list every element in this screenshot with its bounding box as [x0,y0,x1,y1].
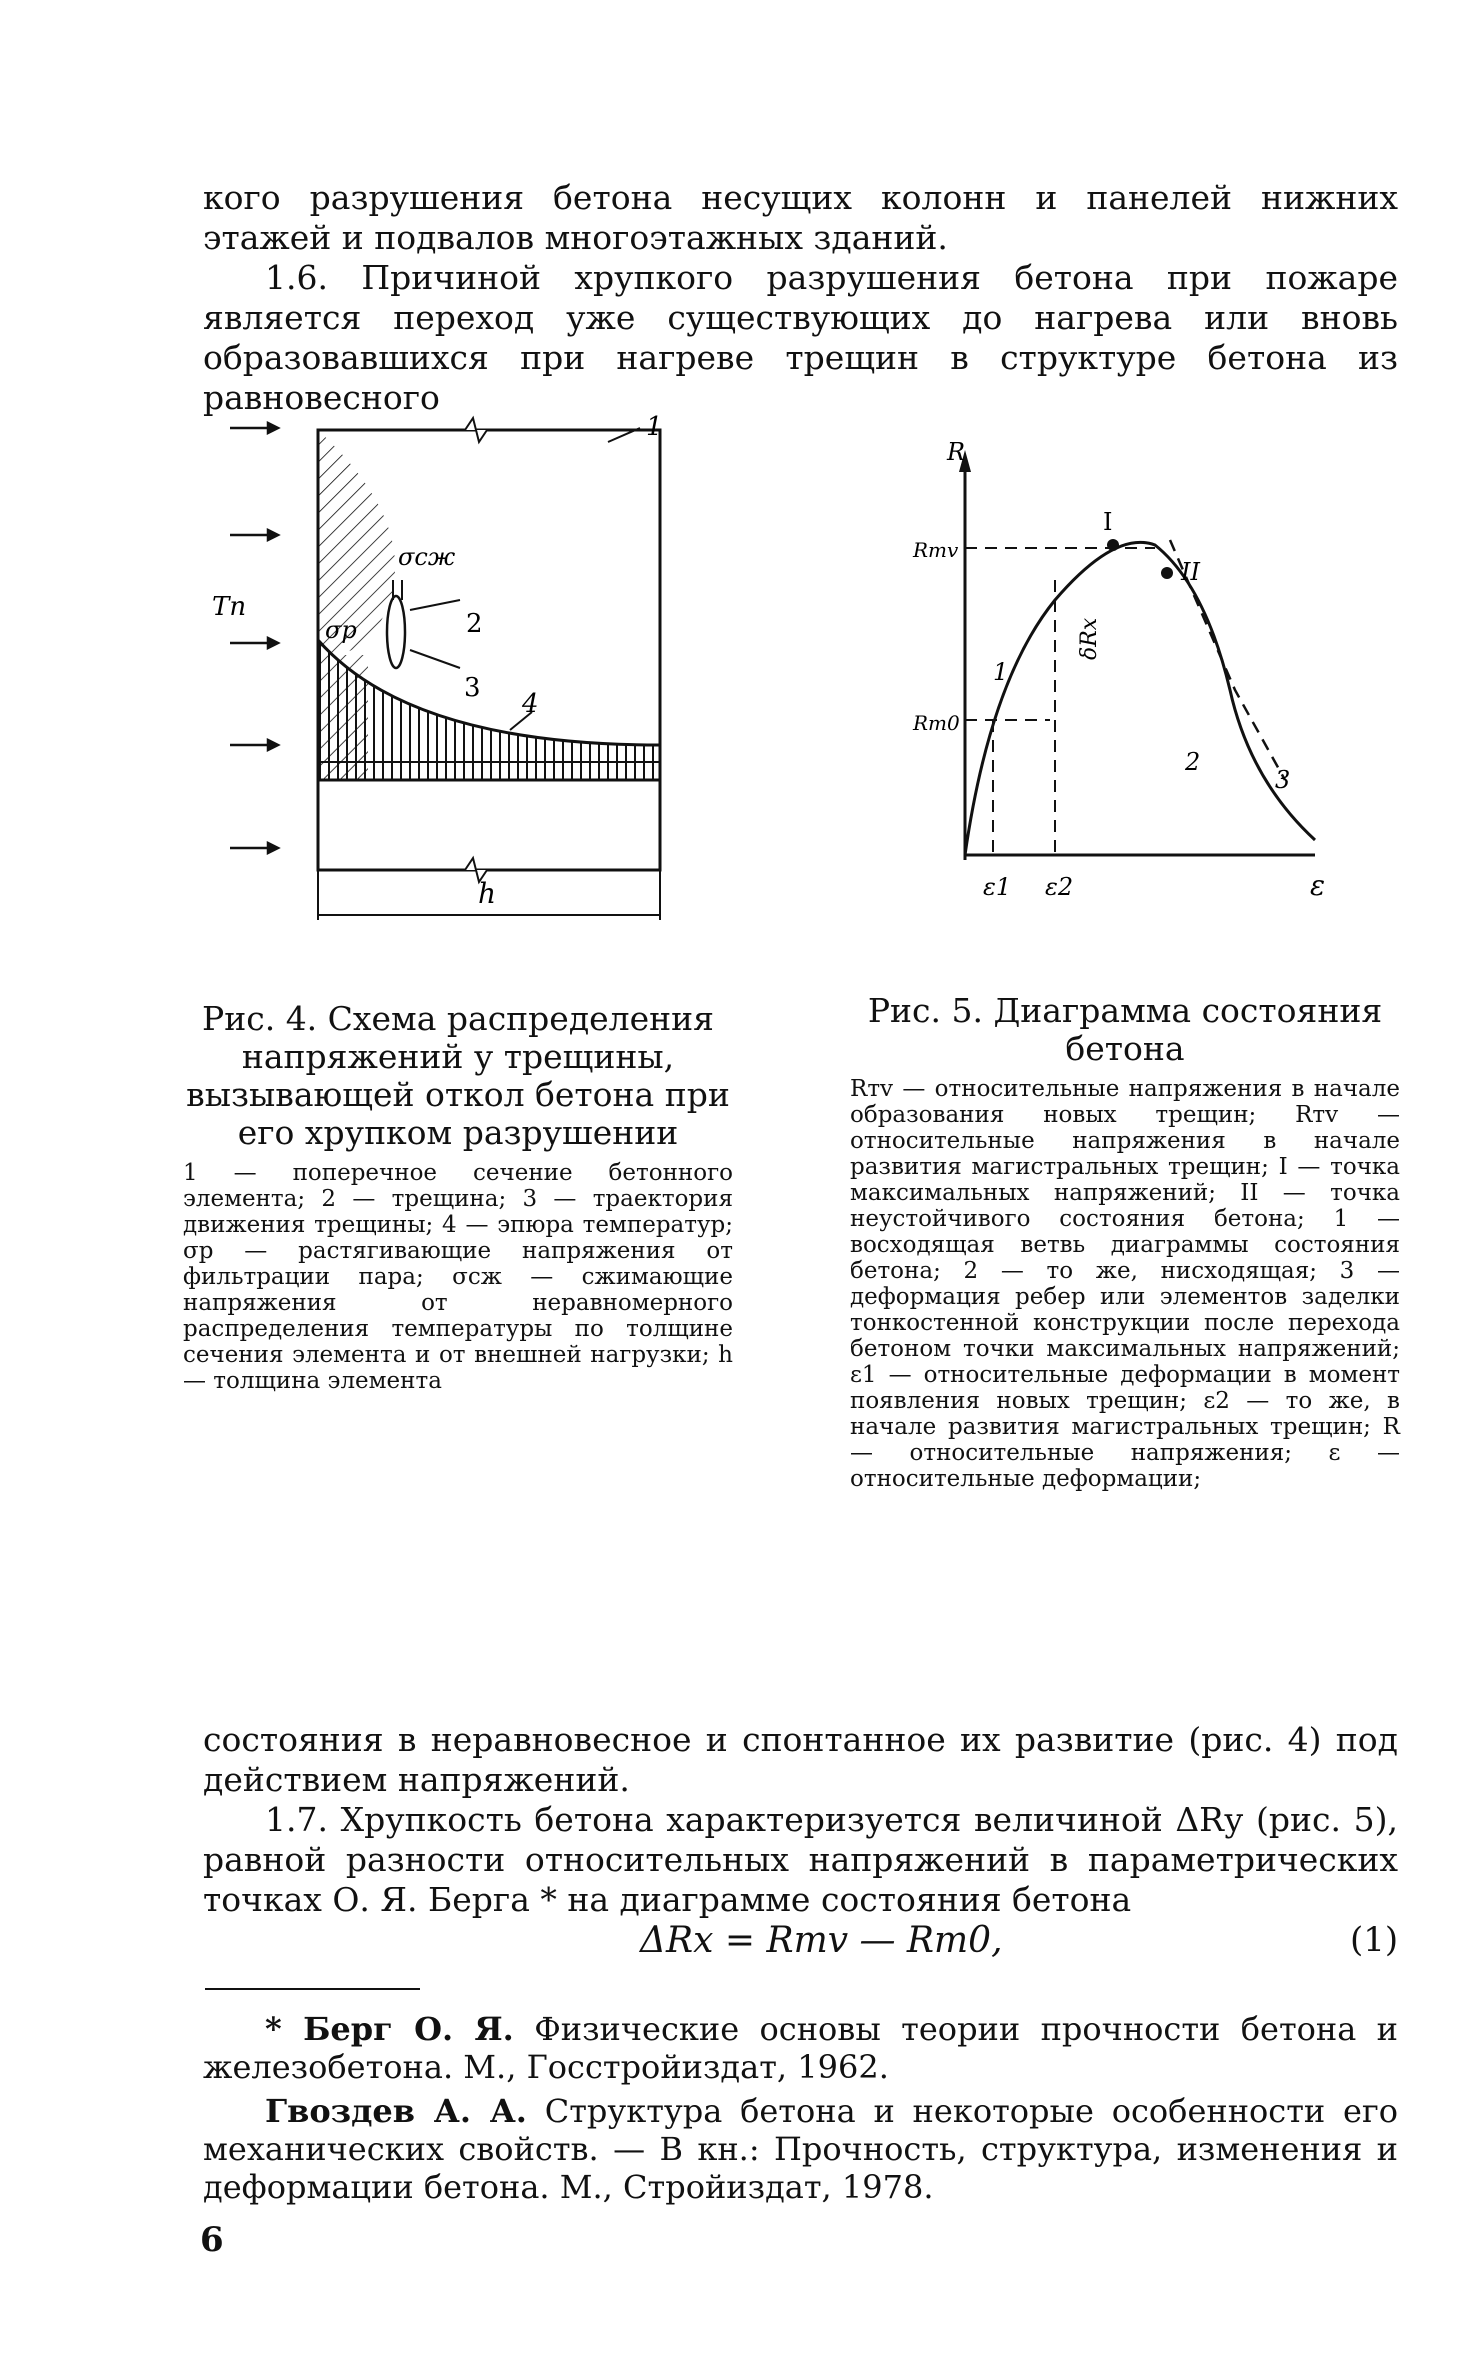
label-e2: ε2 [1045,873,1074,901]
label-r-axis: R [947,440,966,466]
temperature-epure [318,640,660,780]
label-curve-3: 3 [1275,766,1291,794]
footnote-2 [203,2092,1398,2206]
equation-number: (1) [1350,1920,1399,1960]
point-II [1161,567,1173,579]
label-sigma-p: σр [325,616,357,644]
label-point-II: II [1181,558,1200,586]
figure-5-diagram [905,440,1365,930]
figure-5-caption-title: Рис. 5. Диаграмма состояния бетона [867,991,1383,1068]
footnote-1-author: * Берг О. Я. [265,2010,514,2048]
footnote-1-text: Физические основы теории прочности бетона и железобетона. М., Госстройиздат, 1962. [203,2010,1399,2086]
paragraph-1-7: 1.7. Хрупкость бетона характеризуется величиной ΔRу (рис. 5), равной разности относительных напряжений в параметрических точках О. Я. Берга * на диаграмме состояния бетона [203,1800,1398,1919]
figure-5-caption-body: Rтv — относительные напряжения в начале образования новых трещин; Rтv — относительные напряжения в начале развития магистральных трещин; I — точка максимальных напряжений; II — точка неустойчивого состояния бетона; 1 — восходящая ветвь диаграммы состояния бетона; 2 — то же, нисходящая; 3 — деформация ребер или элементов заделки тонкостенной конструкции после перехода бетоном точки максимальных напряжений; ε1 — относительные деформации в момент появления новых трещин; ε2 — то же, в начале развития магистральных трещин; R — относительные напряжения; ε — относительные деформации; [850,1076,1400,1492]
formula: ΔRх = Rтv — Rт0, [640,1920,1003,1961]
label-4: 4 [522,689,539,719]
heat-arrows [230,423,278,853]
figure-4-caption [183,1000,733,1394]
label-3: 3 [464,673,481,703]
page-number: 6 [200,2220,224,2260]
footnote-2-author: Гвоздев А. А. [265,2092,527,2130]
figure-4-caption-title: Рис. 4. Схема распределения напряжений у трещины, вызывающей откол бетона при его хрупком разрушении [186,999,730,1152]
label-eps-axis: ε [1310,869,1326,902]
figure-4-diagram [210,400,680,930]
paragraph-continuation: состояния в неравновесное и спонтанное их развитие (рис. 4) под действием напряжений. [203,1720,1398,1799]
label-rt-v: Rтv [913,538,959,562]
label-2: 2 [466,609,483,639]
crack [387,596,405,668]
label-point-I: I [1103,508,1113,536]
paragraph-1-6: 1.6. Причиной хрупкого разрушения бетона при пожаре является переход уже существующих до нагрева или вновь образовавшихся при нагреве трещин в структуре бетона из равновесного [203,258,1398,417]
label-delta-r: δRх [1077,617,1102,660]
label-rt-0: Rт0 [913,711,960,735]
label-sigma-c: σсж [398,543,456,571]
footnote-2-text: Структура бетона и некоторые особенности его механических свойств. — В кн.: Прочность, структура, изменения и деформации бетона. М., Стройиздат, 1978. [203,2092,1398,2206]
footnote-rule [205,1988,420,1990]
figure-5-caption [850,992,1400,1492]
label-h: h [478,877,497,910]
label-e1: ε1 [983,873,1012,901]
label-curve-2: 2 [1185,748,1201,776]
label-tn: Тп [212,592,247,622]
figure-4-caption-body: 1 — поперечное сечение бетонного элемента; 2 — трещина; 3 — траектория движения трещины; 4 — эпюра температур; σр — растягивающие напряжения от фильтрации пара; σсж — сжимающие напряжения от неравномерного распределения температуры по толщине сечения элемента и от внешней нагрузки; h — толщина элемента [183,1160,733,1394]
footnote-1 [203,2010,1398,2086]
state-curve [965,542,1315,855]
point-I [1107,539,1119,551]
label-1: 1 [646,412,663,442]
paragraph-top: кого разрушения бетона несущих колонн и панелей нижних этажей и подвалов многоэтажных зданий. [203,178,1398,257]
label-curve-1: 1 [993,658,1009,686]
